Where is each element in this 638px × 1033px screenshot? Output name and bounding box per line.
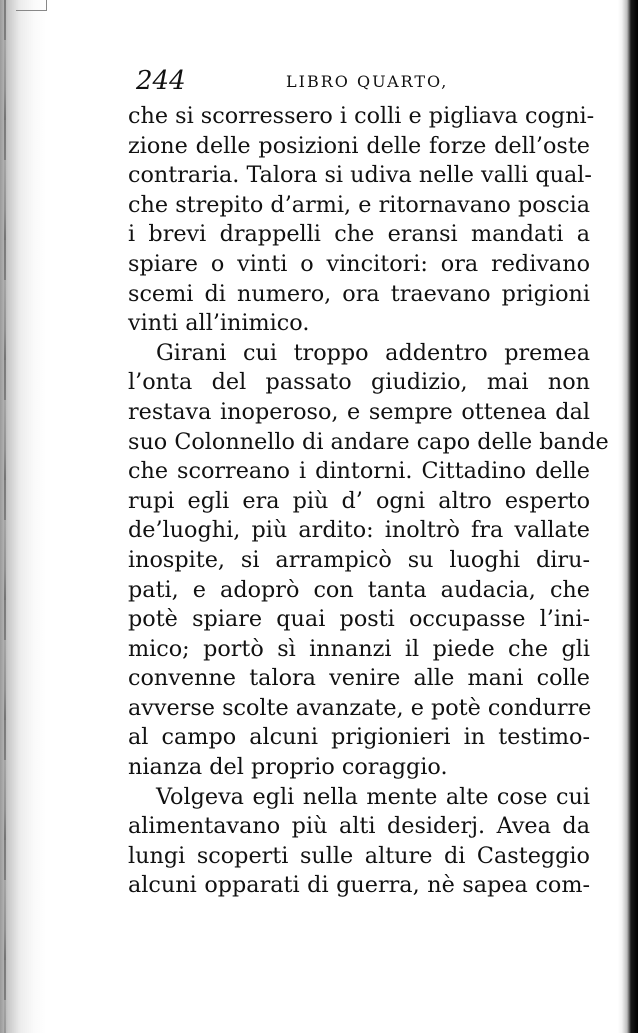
page-corner-mark [16,0,47,11]
text-line: i brevi drappelli che eransi mandati a [128,221,590,248]
text-line: suo Colonnello di andare capo delle bande [128,428,609,455]
text-line: pati, e adoprò con tanta audacia, che [128,576,590,603]
text-line: scemi di numero, ora traevano prigioni [128,280,590,307]
text-line: de’luoghi, più ardito: inoltrò fra vallate [128,517,590,544]
text-line: che scorreano i dintorni. Cittadino delle [128,458,590,485]
text-line: restava inoperoso, e sempre ottenea dal [128,398,590,425]
text-line: che si scorressero i colli e pigliava cogni- [128,103,595,129]
text-line: al campo alcuni prigionieri in testimo- [128,724,590,751]
text-line: avverse scolte avanzate, e potè condurre [128,694,592,721]
paragraph-1 [128,102,595,339]
text-line: potè spiare quai posti occupasse l’ini- [128,606,590,633]
paragraph-3 [128,783,590,901]
text-line: Girani cui troppo addentro premea [156,339,590,366]
page-number: 244 [136,66,186,96]
page-gutter-shadow [0,0,46,1033]
text-line: spiare o vinti o vincitori: ora redivano [128,250,590,277]
text-line: vinti all’inimico. [128,310,310,337]
text-line: Volgeva egli nella mente alte cose cui [156,783,590,810]
text-line: convenne talora venire alle mani colle [128,665,590,692]
text-line: inospite, si arrampicò su luoghi diru- [128,546,590,573]
running-head: LIBRO QUARTO, [286,72,449,91]
body-text [128,102,609,901]
page-edge [618,0,638,1033]
text-line: alimentavano più alti desiderj. Avea da [128,813,590,840]
text-line: nianza del proprio coraggio. [128,754,448,781]
paragraph-2 [128,339,609,783]
text-line: l’onta del passato giudizio, mai non [128,369,590,396]
text-line: lungi scoperti sulle alture di Casteggio [128,842,590,869]
text-line: zione delle posizioni delle forze dell’oste [128,132,590,159]
text-line: rupi egli era più d’ ogni altro esperto [128,487,590,514]
text-line: contraria. Talora si udiva nelle valli qual- [128,162,592,189]
text-line: mico; portò sì innanzi il piede che gli [128,635,590,662]
text-line: alcuni opparati di guerra, nè sapea com- [128,872,590,899]
text-line: che strepito d’armi, e ritornavano poscia [128,191,590,218]
page-header [136,66,606,102]
